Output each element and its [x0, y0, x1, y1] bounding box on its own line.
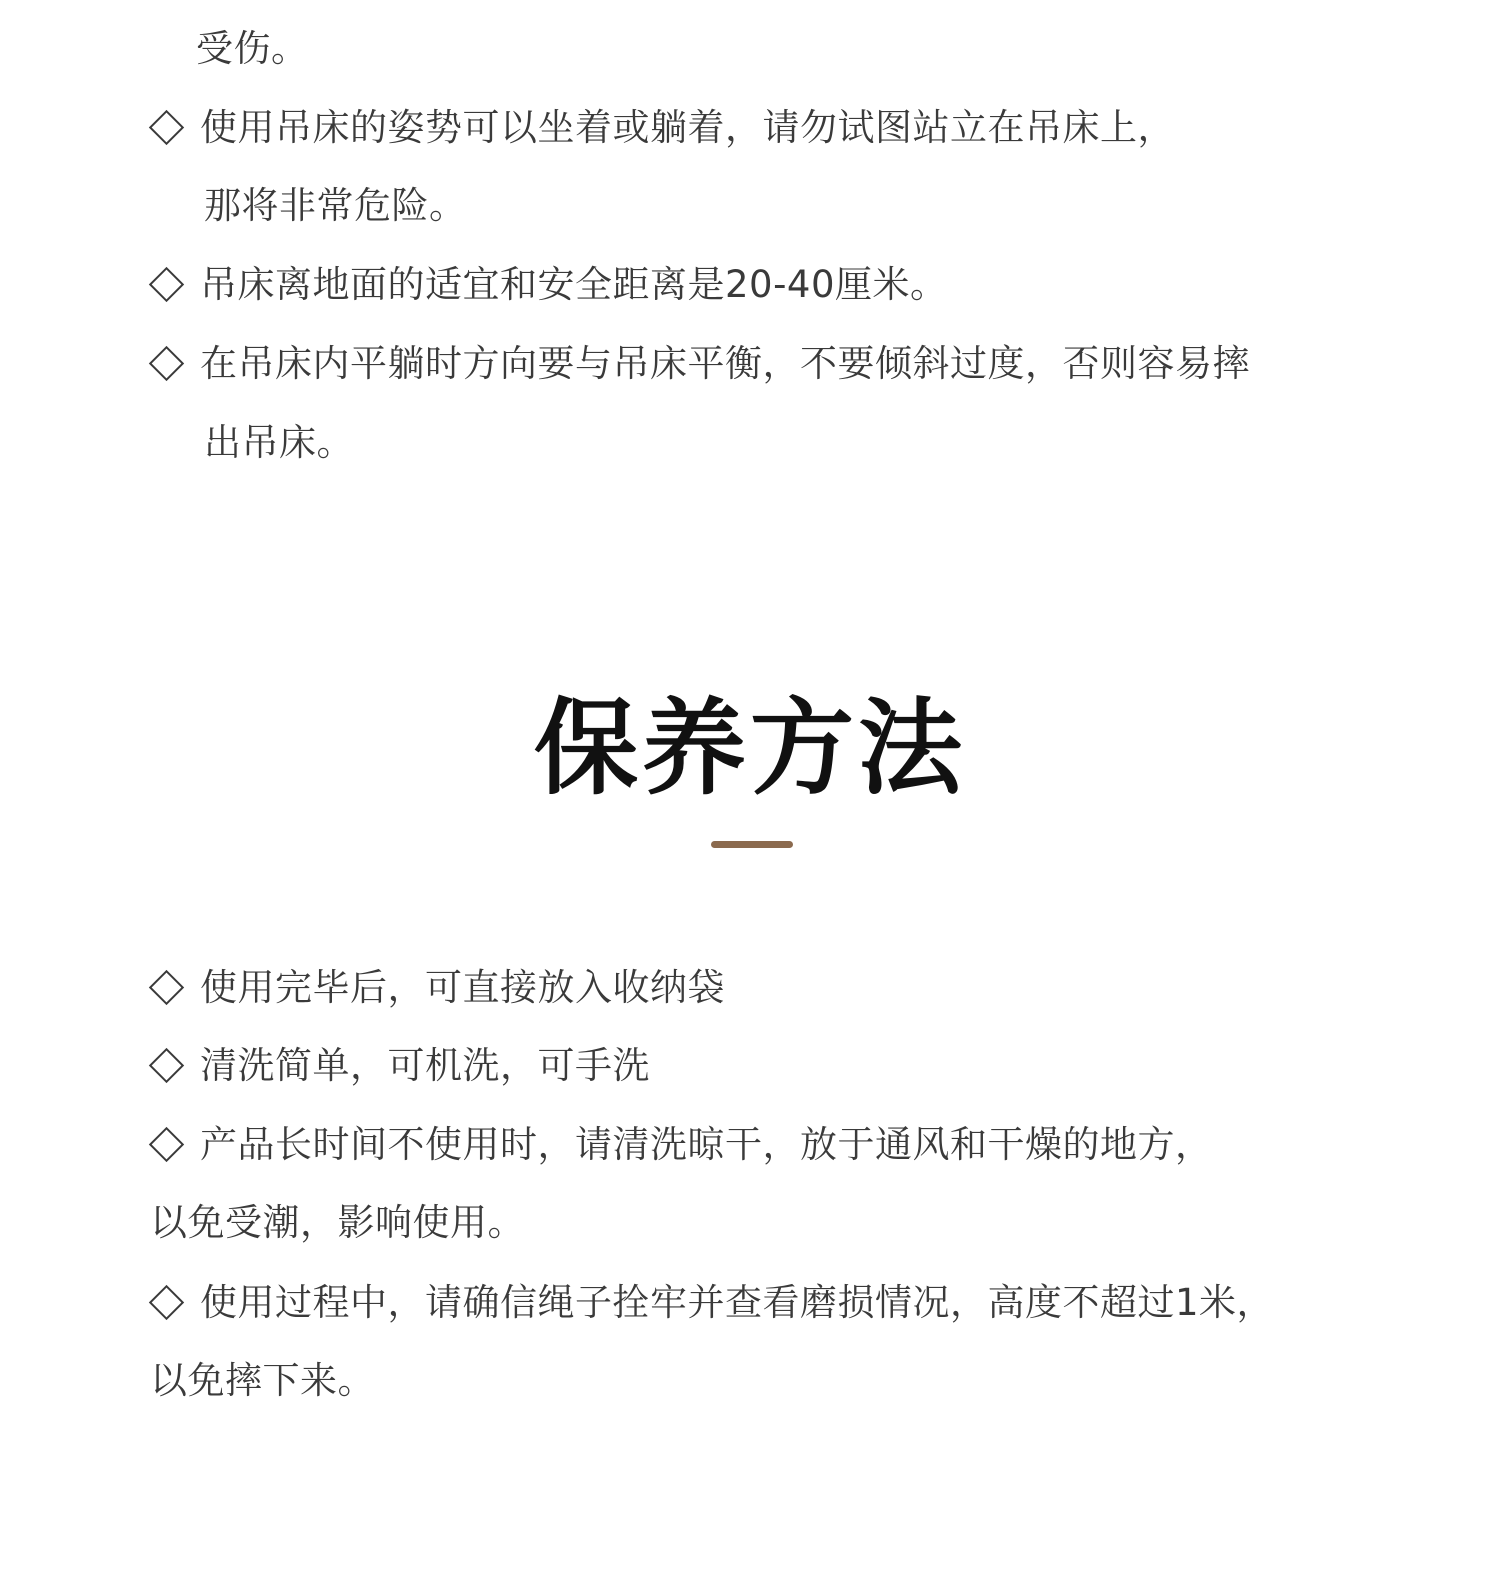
- maintenance-item-2-line-1: 清洗简单，可机洗，可手洗: [200, 1044, 650, 1087]
- diamond-icon: [149, 1285, 184, 1320]
- diamond-icon: [149, 346, 184, 381]
- usage-note-1-line-2: 那将非常危险。: [204, 184, 467, 227]
- maintenance-item-4-line-2: 以免摔下来。: [150, 1359, 375, 1402]
- maintenance-item-3-line-2: 以免受潮，影响使用。: [150, 1201, 525, 1244]
- maintenance-item-4-line-1: 使用过程中，请确信绳子拴牢并查看磨损情况，高度不超过1米，: [200, 1281, 1275, 1324]
- usage-note-3-line-2: 出吊床。: [204, 421, 354, 464]
- usage-note-2-line-1: 吊床离地面的适宜和安全距离是20-40厘米。: [200, 263, 948, 306]
- maintenance-item-3-line-1: 产品长时间不使用时，请清洗晾干，放于通风和干燥的地方，: [200, 1123, 1213, 1166]
- maintenance-item-1-line-1: 使用完毕后，可直接放入收纳袋: [200, 966, 725, 1009]
- usage-note-1-line-1: 使用吊床的姿势可以坐着或躺着，请勿试图站立在吊床上，: [200, 106, 1175, 149]
- usage-note-3-line-1: 在吊床内平躺时方向要与吊床平衡，不要倾斜过度，否则容易摔: [200, 342, 1250, 385]
- maintenance-title: 保养方法: [533, 687, 966, 809]
- diamond-icon: [149, 1127, 184, 1162]
- diamond-icon: [149, 970, 184, 1005]
- usage-note-continuation: 受伤。: [196, 27, 309, 70]
- title-underline: [711, 841, 793, 848]
- diamond-icon: [149, 1048, 184, 1083]
- diamond-icon: [149, 267, 184, 302]
- diamond-icon: [149, 110, 184, 145]
